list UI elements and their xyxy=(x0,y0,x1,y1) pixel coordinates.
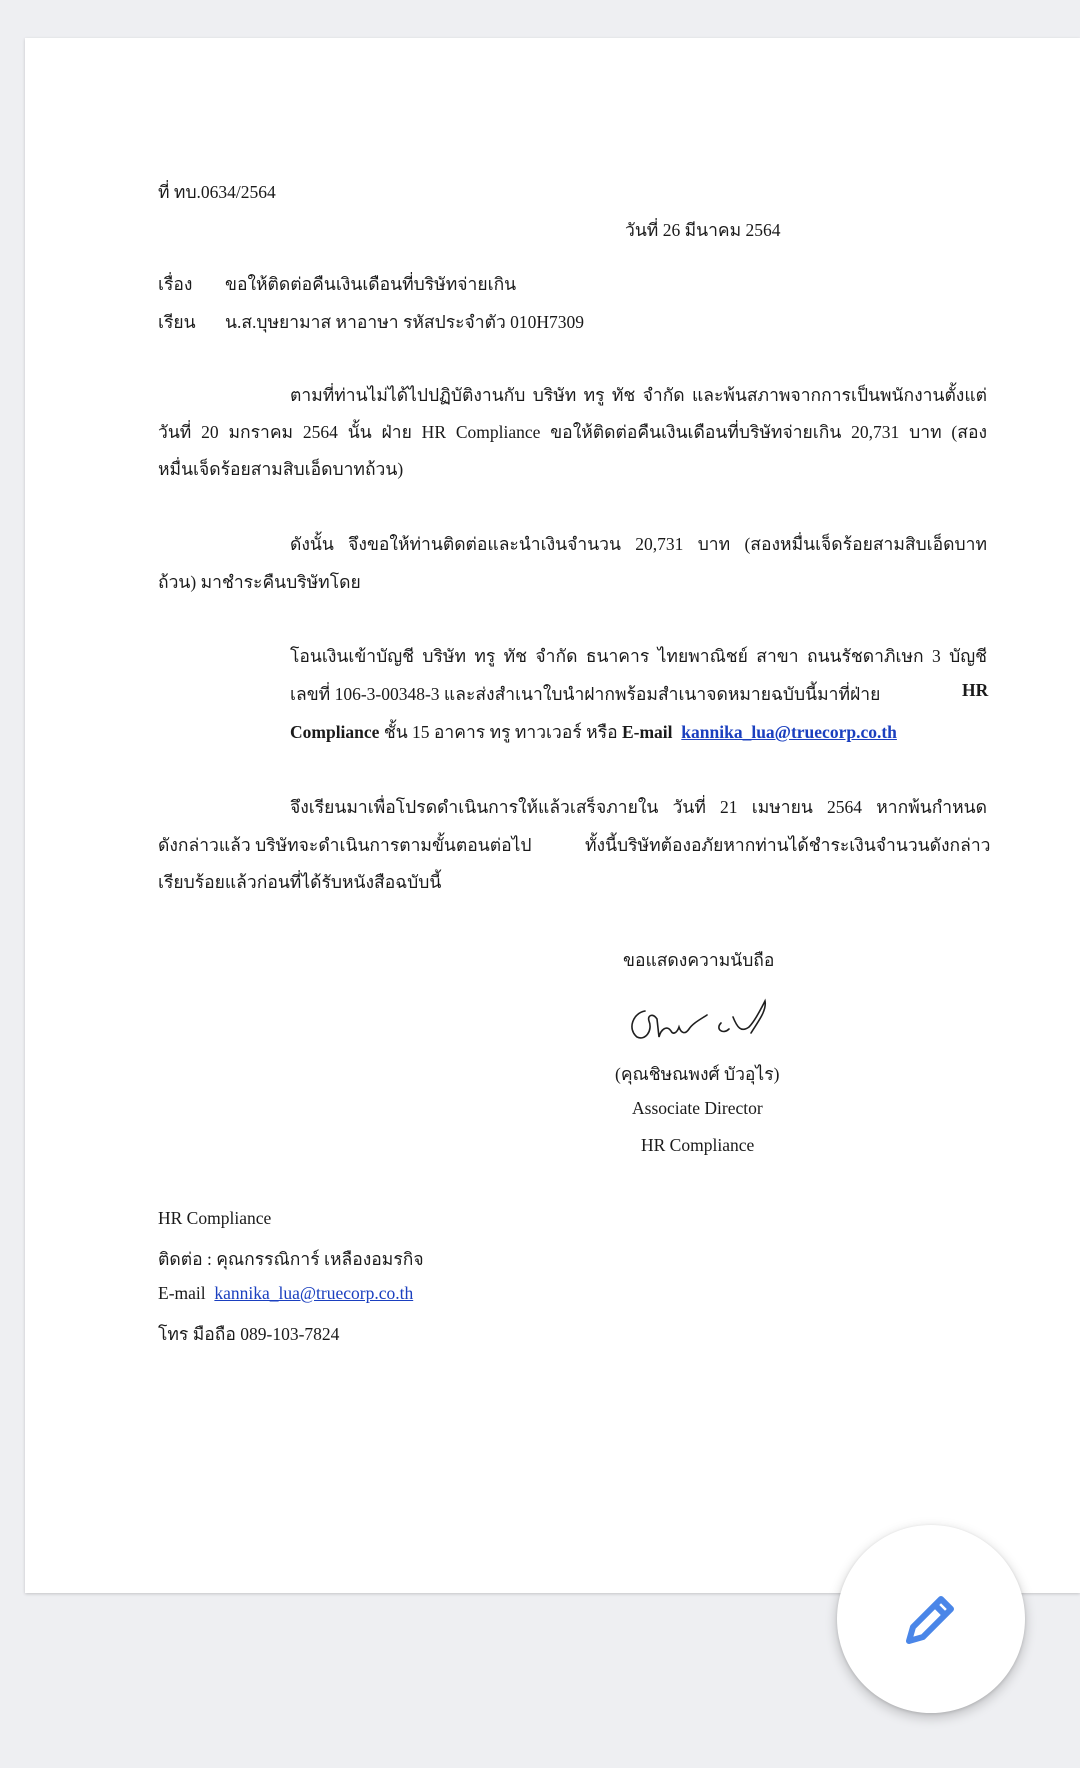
footer-email-link[interactable]: kannika_lua@truecorp.co.th xyxy=(214,1283,414,1303)
paragraph-3-hr-text: HR xyxy=(962,680,989,700)
paragraph-2-line-1: ดังนั้น จึงขอให้ท่านติดต่อและนำเงินจำนวน 20,731 บาท (สองหมื่นเจ็ดร้อยสามสิบเอ็ดบาท xyxy=(290,534,987,554)
location-text: ชั้น 15 อาคาร ทรู ทาวเวอร์ หรือ xyxy=(379,722,622,742)
email-link[interactable]: kannika_lua@truecorp.co.th xyxy=(681,722,897,742)
paragraph-3-line-2: เลขที่ 106-3-00348-3 และส่งสำเนาใบนำฝากพร้อมสำเนาจดหมายฉบับนี้มาที่ฝ่าย xyxy=(290,684,881,704)
document-page xyxy=(25,38,1080,1593)
paragraph-3-line-3 xyxy=(290,718,897,746)
signer-department: HR Compliance xyxy=(641,1135,755,1155)
footer-phone: โทร มือถือ 089-103-7824 xyxy=(158,1324,340,1344)
footer-email-label: E-mail xyxy=(158,1283,206,1303)
compliance-text: Compliance xyxy=(290,722,380,742)
paragraph-4-line-2a: ดังกล่าวแล้ว บริษัทจะดำเนินการตามขั้นตอนต่อไป xyxy=(158,835,532,855)
letter-date: วันที่ 26 มีนาคม 2564 xyxy=(625,220,781,240)
signer-title: Associate Director xyxy=(632,1098,763,1118)
paragraph-4-line-1: จึงเรียนมาเพื่อโปรดดำเนินการให้แล้วเสร็จภายใน วันที่ 21 เมษายน 2564 หากพ้นกำหนด xyxy=(290,797,987,817)
email-label: E-mail xyxy=(621,722,673,742)
recipient-label: เรียน xyxy=(158,312,196,332)
paragraph-1-line-3: หมื่นเจ็ดร้อยสามสิบเอ็ดบาทถ้วน) xyxy=(158,459,404,479)
subject-text: ขอให้ติดต่อคืนเงินเดือนที่บริษัทจ่ายเกิน xyxy=(225,274,517,294)
paragraph-4-line-2b: ทั้งนี้บริษัทต้องอภัยหากท่านได้ชำระเงินจำนวนดังกล่าว xyxy=(585,835,991,855)
paragraph-4-line-3: เรียบร้อยแล้วก่อนที่ได้รับหนังสือฉบับนี้ xyxy=(158,872,442,892)
reference-number: ที่ ทบ.0634/2564 xyxy=(158,182,276,202)
signer-name: (คุณชิษณพงศ์ บัวอุไร) xyxy=(615,1064,780,1084)
subject-label: เรื่อง xyxy=(158,274,193,294)
paragraph-3-line-1: โอนเงินเข้าบัญชี บริษัท ทรู ทัช จำกัด ธนาคาร ไทยพาณิชย์ สาขา ถนนรัชดาภิเษก 3 บัญชี xyxy=(290,646,987,666)
paragraph-1-line-1: ตามที่ท่านไม่ได้ไปปฏิบัติงานกับ บริษัท ทรู ทัช จำกัด และพ้นสภาพจากการเป็นพนักงานตั้งแต่ xyxy=(290,385,987,405)
recipient-text: น.ส.บุษยามาส หาอาษา รหัสประจำตัว 010H7309 xyxy=(225,312,585,332)
signature xyxy=(625,993,775,1055)
paragraph-2-line-2: ถ้วน) มาชำระคืนบริษัทโดย xyxy=(158,572,361,592)
footer-email-row xyxy=(158,1283,413,1304)
edit-fab-button[interactable] xyxy=(837,1525,1025,1713)
footer-contact: ติดต่อ : คุณกรรณิการ์ เหลืองอมรกิจ xyxy=(158,1249,424,1269)
closing-text: ขอแสดงความนับถือ xyxy=(623,950,775,970)
footer-department: HR Compliance xyxy=(158,1208,272,1228)
pencil-icon xyxy=(899,1587,963,1651)
paragraph-1-line-2: วันที่ 20 มกราคม 2564 นั้น ฝ่าย HR Compliance ขอให้ติดต่อคืนเงินเดือนที่บริษัทจ่ายเกิน 20,731 บาท (สอง xyxy=(158,422,987,442)
